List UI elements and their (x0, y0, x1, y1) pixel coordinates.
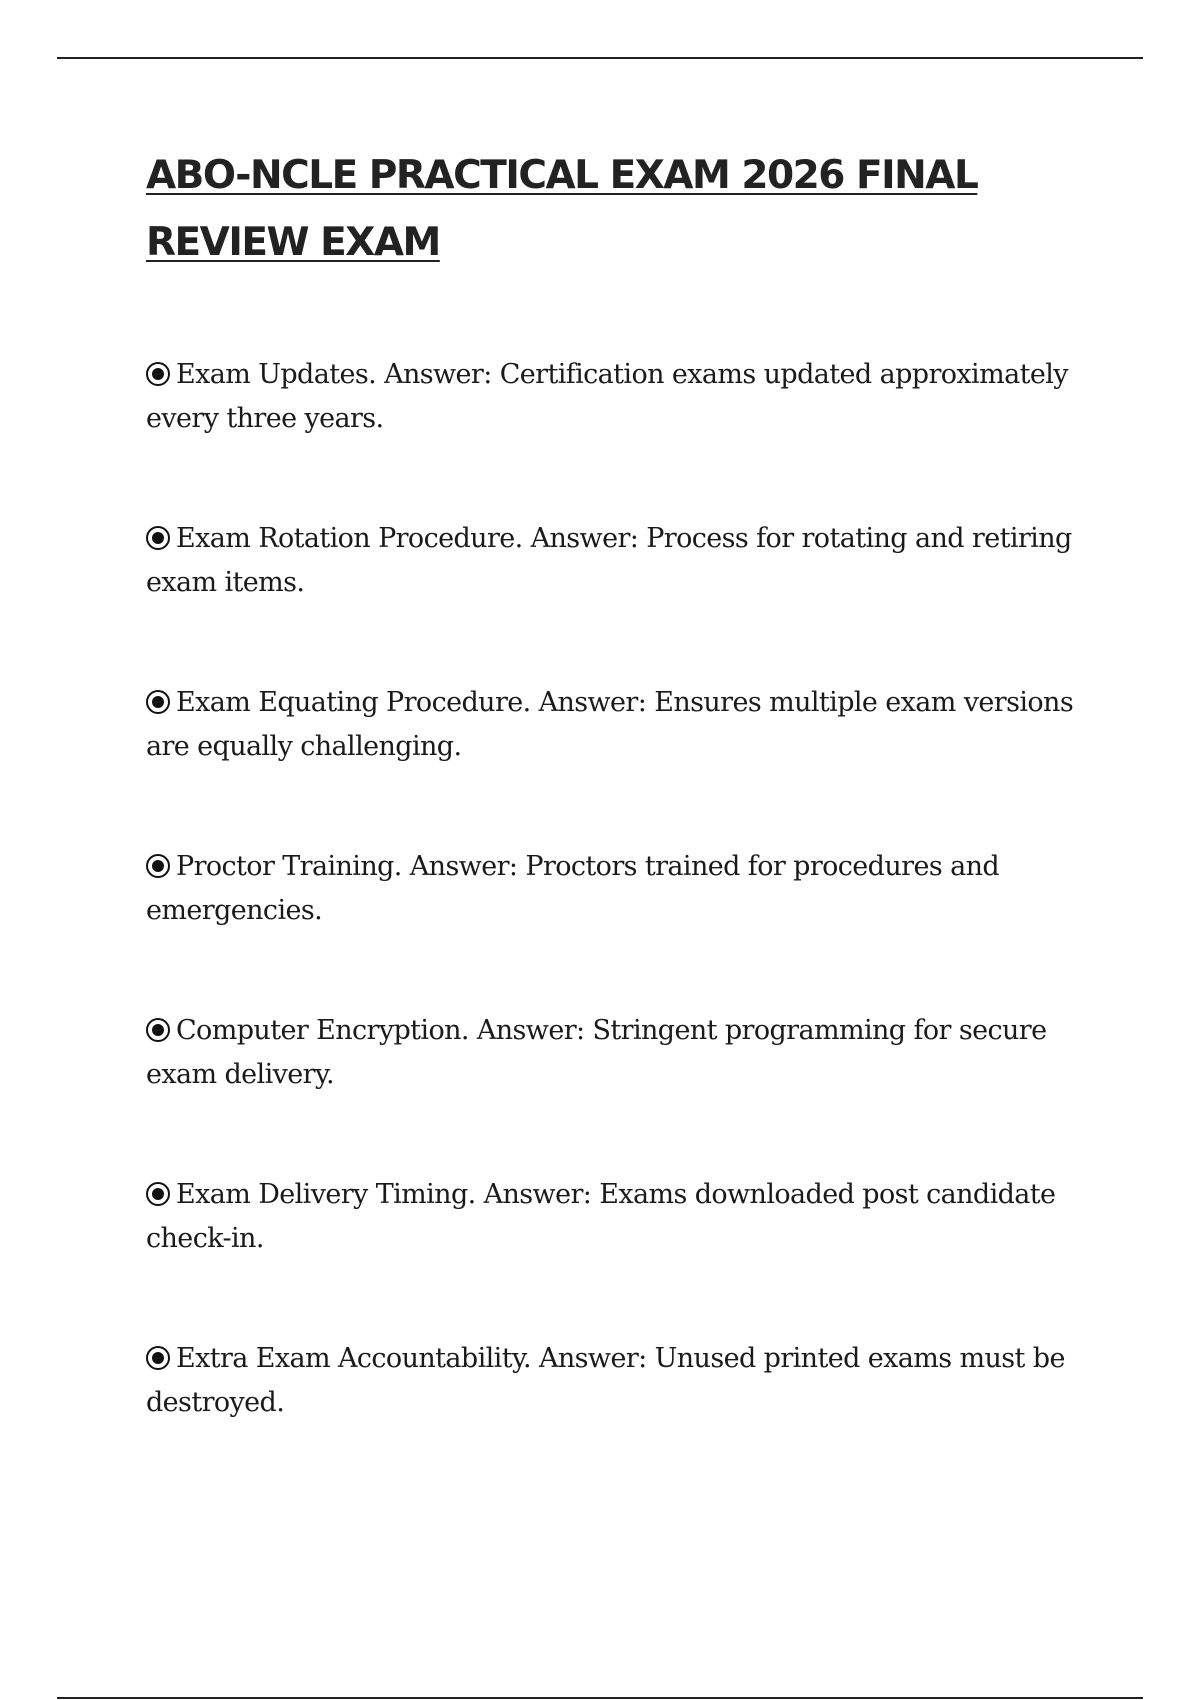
qa-item (146, 1009, 1096, 1173)
qa-item (146, 845, 1096, 1009)
radio-bullet-icon (146, 1182, 170, 1206)
radio-bullet-icon (146, 854, 170, 878)
qa-item-text: Exam Rotation Procedure. Answer: Process for rotating and retiring exam items. (146, 523, 1072, 598)
document-title (146, 142, 1046, 276)
qa-item-text: Exam Equating Procedure. Answer: Ensures multiple exam versions are equally challenging. (146, 687, 1074, 762)
radio-bullet-icon (146, 1018, 170, 1042)
qa-item-text: Proctor Training. Answer: Proctors trained for procedures and emergencies. (146, 851, 1000, 926)
qa-item-text: Exam Updates. Answer: Certification exams updated approximately every three years. (146, 359, 1068, 434)
qa-item (146, 1337, 1096, 1501)
qa-item (146, 353, 1096, 517)
top-divider (57, 57, 1143, 59)
qa-list (146, 353, 1096, 1501)
qa-item (146, 681, 1096, 845)
qa-item (146, 517, 1096, 681)
qa-item-text: Extra Exam Accountability. Answer: Unused printed exams must be destroyed. (146, 1343, 1065, 1418)
bottom-divider (57, 1697, 1143, 1699)
radio-bullet-icon (146, 1346, 170, 1370)
radio-bullet-icon (146, 362, 170, 386)
qa-item-text: Exam Delivery Timing. Answer: Exams downloaded post candidate check-in. (146, 1179, 1056, 1254)
qa-item (146, 1173, 1096, 1337)
radio-bullet-icon (146, 526, 170, 550)
document-title-text: ABO-NCLE PRACTICAL EXAM 2026 FINAL REVIEW EXAM (146, 153, 978, 265)
radio-bullet-icon (146, 690, 170, 714)
qa-item-text: Computer Encryption. Answer: Stringent programming for secure exam delivery. (146, 1015, 1047, 1090)
